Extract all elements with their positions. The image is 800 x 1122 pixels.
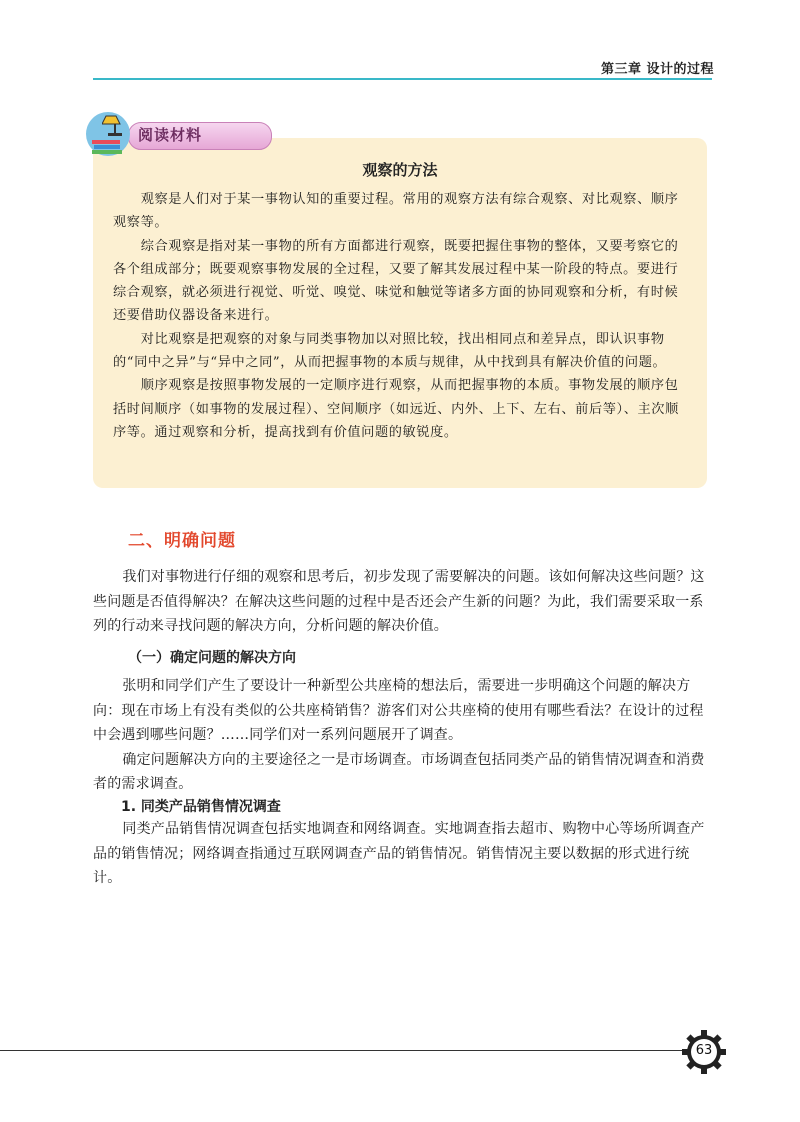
page-number: 63 [695, 1043, 713, 1058]
reading-body [113, 188, 687, 444]
reading-paragraph: 观察是人们对于某一事物认知的重要过程。常用的观察方法有综合观察、对比观察、顺序观察等。 [113, 192, 679, 231]
desk-lamp-icon [102, 114, 128, 136]
reading-paragraph: 顺序观察是按照事物发展的一定顺序进行观察，从而把握事物的本质。事物发展的顺序包括时间顺序（如事物的发展过程）、空间顺序（如远近、内外、上下、左右、前后等）、主次顺序等。通过观察和分析，提高找到有价值问题的敏锐度。 [113, 378, 679, 440]
section-intro [93, 565, 707, 639]
books-icon [92, 140, 122, 154]
badge-label: 阅读材料 [138, 126, 203, 144]
subsection-body [93, 674, 707, 797]
intro-paragraph: 我们对事物进行仔细的观察和思考后，初步发现了需要解决的问题。该如何解决这些问题？这些问题是否值得解决？在解决这些问题的过程中是否还会产生新的问题？为此，我们需要采取一系列的行动来寻找问题的解决方向，分析问题的解决价值。 [93, 569, 705, 635]
sub-subsection-heading: 1. 同类产品销售情况调查 [121, 799, 281, 815]
reading-paragraph: 对比观察是把观察的对象与同类事物加以对照比较，找出相同点和差异点，即认识事物的“同中之异”与“异中之同”，从而把握事物的本质与规律，从中找到具有解决价值的问题。 [113, 331, 667, 371]
body-paragraph: 张明和同学们产生了要设计一种新型公共座椅的想法后，需要进一步明确这个问题的解决方向：现在市场上有没有类似的公共座椅销售？游客们对公共座椅的使用有哪些看法？在设计的过程中会遇到哪些问题？……同学们对一系列问题展开了调查。 [93, 678, 704, 744]
chapter-header: 第三章 设计的过程 [600, 62, 714, 77]
section-heading: 二、明确问题 [128, 531, 236, 551]
body-paragraph: 确定问题解决方向的主要途径之一是市场调查。市场调查包括同类产品的销售情况调查和消费者的需求调查。 [93, 751, 705, 793]
reading-title: 观察的方法 [362, 161, 438, 179]
footer-divider [0, 1050, 688, 1051]
reading-paragraph: 综合观察是指对某一事物的所有方面都进行观察，既要把握住事物的整体，又要考察它的各个组成部分；既要观察事物发展的全过程，又要了解其发展过程中某一阶段的特点。要进行综合观察，就必须进行视觉、听觉、嗅觉、味觉和触觉等诸多方面的协同观察和分析，有时候还要借助仪器设备来进行。 [113, 238, 679, 324]
sub-subsection-body [93, 817, 707, 891]
subsection-heading: （一）确定问题的解决方向 [128, 650, 296, 666]
reading-badge [80, 110, 280, 158]
body-paragraph: 同类产品销售情况调查包括实地调查和网络调查。实地调查指去超市、购物中心等场所调查产品的销售情况；网络调查指通过互联网调查产品的销售情况。销售情况主要以数据的形式进行统计。 [93, 821, 705, 887]
header-divider [93, 78, 712, 80]
